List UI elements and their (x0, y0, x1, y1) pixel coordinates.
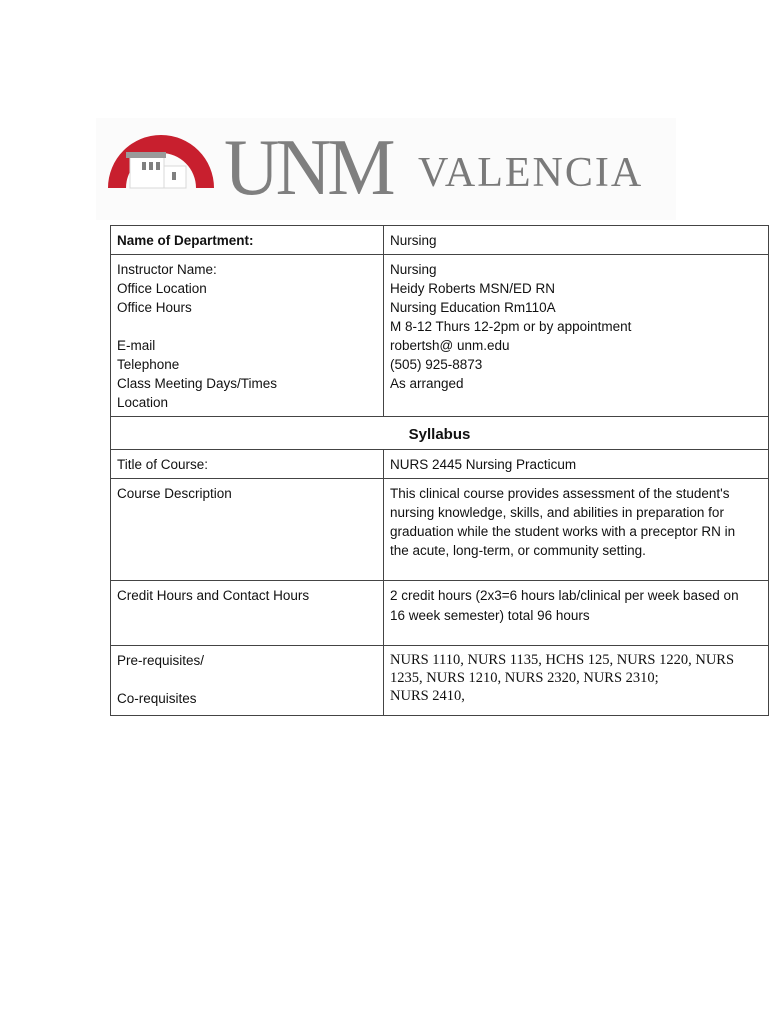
course-description-line: the acute, long-term, or community setting. (390, 543, 646, 558)
prerequisites-labels (111, 646, 384, 716)
email-label: E-mail (117, 338, 156, 353)
unm-valencia-logo (96, 118, 676, 220)
office-hours-label: Office Hours (117, 300, 192, 315)
telephone-value: (505) 925-8873 (390, 357, 483, 372)
title-of-course-row (111, 450, 769, 479)
location-label: Location (117, 395, 169, 410)
title-of-course-value: NURS 2445 Nursing Practicum (384, 450, 769, 479)
department-value: Nursing (384, 226, 769, 255)
instructor-row (111, 255, 769, 417)
course-description-line: This clinical course provides assessment of the student's (390, 486, 730, 501)
title-of-course-label: Title of Course: (111, 450, 384, 479)
telephone-label: Telephone (117, 357, 180, 372)
course-description-label: Course Description (111, 479, 384, 581)
location-value: As arranged (390, 376, 464, 391)
prerequisites-value (384, 646, 769, 716)
class-meeting-label: Class Meeting Days/Times (117, 376, 278, 391)
credit-hours-row (111, 581, 769, 646)
instructor-values (384, 255, 769, 417)
prerequisites-line: NURS 2410, (390, 688, 465, 704)
course-description-row (111, 479, 769, 581)
unm-building-emblem-icon (96, 118, 226, 220)
office-location-value: Nursing Education Rm110A (390, 300, 556, 315)
office-location-label: Office Location (117, 281, 207, 296)
department-label: Name of Department: (111, 226, 384, 255)
prerequisites-row (111, 646, 769, 716)
department-row (111, 226, 769, 255)
course-description-value (384, 479, 769, 581)
email-value: robertsh@ unm.edu (390, 338, 510, 353)
corequisites-label: Co-requisites (117, 691, 197, 706)
syllabus-heading: Syllabus (111, 417, 769, 450)
office-hours-value: M 8-12 Thurs 12-2pm or by appointment (390, 319, 632, 334)
instructor-value-0: Nursing (390, 262, 437, 277)
instructor-name-label: Instructor Name: (117, 262, 217, 277)
prerequisites-line: NURS 1110, NURS 1135, HCHS 125, NURS 1220, NURS (390, 652, 735, 668)
prerequisites-label: Pre-requisites/ (117, 653, 205, 668)
credit-hours-value (384, 581, 769, 646)
course-description-line: graduation while the student works with a preceptor RN in (390, 524, 736, 539)
credit-hours-line: 2 credit hours (2x3=6 hours lab/clinical per week based on (390, 588, 739, 603)
syllabus-heading-row (111, 417, 769, 450)
course-description-line: nursing knowledge, skills, and abilities in preparation for (390, 505, 724, 520)
instructor-labels (111, 255, 384, 417)
syllabus-table (110, 225, 769, 716)
prerequisites-line: 1235, NURS 1210, NURS 2320, NURS 2310; (390, 670, 659, 686)
instructor-name-value: Heidy Roberts MSN/ED RN (390, 281, 556, 296)
logo-valencia-text: VALENCIA (418, 150, 644, 196)
credit-hours-label: Credit Hours and Contact Hours (111, 581, 384, 646)
credit-hours-line: 16 week semester) total 96 hours (390, 608, 590, 623)
logo-unm-text: UNM (224, 124, 392, 212)
